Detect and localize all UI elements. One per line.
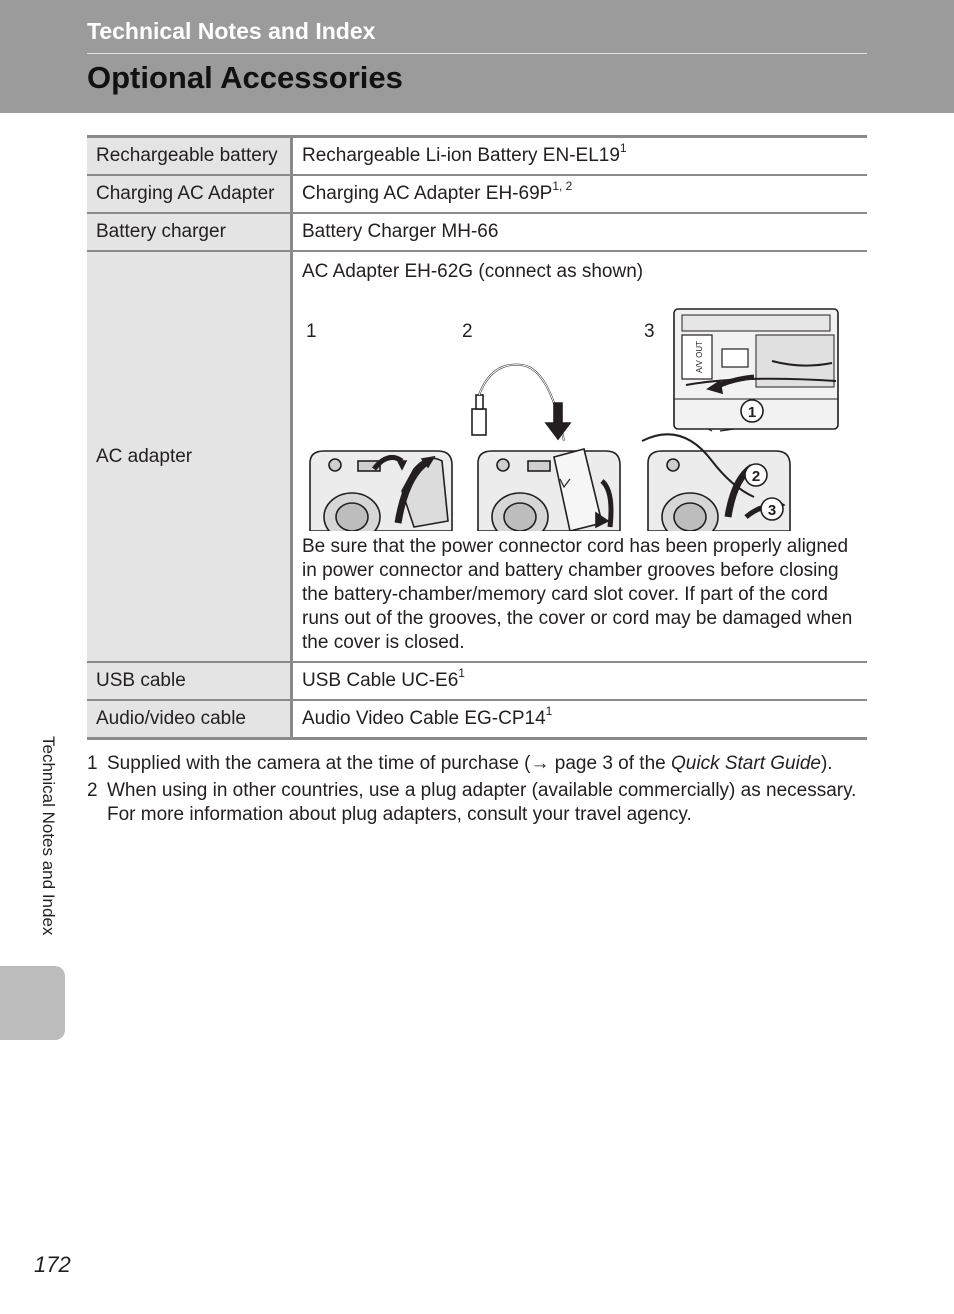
row-value: [292, 700, 868, 739]
row-value-text: Rechargeable Li-ion Battery EN-EL19: [302, 145, 620, 166]
row-value-text: Battery Charger MH-66: [302, 221, 499, 242]
footnote: [87, 779, 867, 827]
row-value: [292, 175, 868, 213]
row-value-text: USB Cable UC-E6: [302, 670, 459, 691]
row-value-text: AC Adapter EH-62G (connect as shown): [302, 261, 644, 282]
footnote-tail: ).: [820, 753, 833, 774]
page-title: Optional Accessories: [87, 60, 403, 95]
footnote: [87, 752, 867, 776]
row-value: [292, 251, 868, 662]
row-label: USB cable: [87, 662, 292, 700]
step-number: 2: [462, 321, 473, 342]
callout-number: 2: [751, 468, 761, 485]
ac-adapter-illustration: [302, 291, 858, 531]
table-row: [87, 137, 867, 176]
row-label: Rechargeable battery: [87, 137, 292, 176]
step-number: 3: [644, 321, 655, 342]
page-number: 172: [34, 1252, 71, 1277]
callout-number: 1: [747, 404, 757, 421]
footnote-text: When using in other countries, use a plug adapter (available commercially) as necessary. For more information about plug adapters, consult your travel agency.: [107, 780, 857, 825]
row-label: Audio/video cable: [87, 700, 292, 739]
camera-insert-connector-icon: [472, 365, 620, 531]
footnote-number: 2: [87, 780, 98, 801]
row-label: Charging AC Adapter: [87, 175, 292, 213]
footnote-ref: 1: [545, 704, 553, 718]
row-value-text: Charging AC Adapter EH-69P: [302, 183, 553, 204]
table-row: [87, 662, 867, 700]
row-value: [292, 137, 868, 176]
row-value: [292, 662, 868, 700]
camera-open-cover-icon: [310, 451, 452, 531]
side-tab: [0, 966, 65, 1040]
footnote-number: 1: [87, 753, 98, 774]
footnotes: [87, 752, 867, 830]
row-label: AC adapter: [87, 251, 292, 662]
ac-adapter-note: Be sure that the power connector cord has been properly aligned in power connector and battery chamber grooves before closing the battery-chamber/memory card slot cover. If part of the cord runs out of the grooves, the cover or cord may be damaged when the cover is closed.: [302, 536, 853, 653]
accessories-table: [87, 135, 867, 740]
table-row: [87, 213, 867, 251]
row-value: [292, 213, 868, 251]
section-title: Technical Notes and Index: [87, 18, 376, 44]
row-value-text: Audio Video Cable EG-CP14: [302, 708, 546, 729]
side-tab-label: Technical Notes and Index: [39, 736, 58, 936]
table-row: [87, 700, 867, 739]
callout-number: 3: [767, 502, 777, 519]
table-row: [87, 175, 867, 213]
table-row: [87, 251, 867, 662]
guide-title: Quick Start Guide: [671, 753, 821, 774]
page-header: [0, 0, 954, 113]
footnote-ref: 1: [619, 141, 627, 155]
header-divider: [87, 53, 867, 54]
footnote-text: Supplied with the camera at the time of purchase (→ page 3 of the: [107, 753, 671, 774]
port-label: A/V OUT: [695, 340, 704, 373]
step-number: 1: [306, 321, 317, 342]
row-label: Battery charger: [87, 213, 292, 251]
footnote-ref: 1, 2: [552, 179, 573, 193]
footnote-ref: 1: [458, 666, 465, 680]
